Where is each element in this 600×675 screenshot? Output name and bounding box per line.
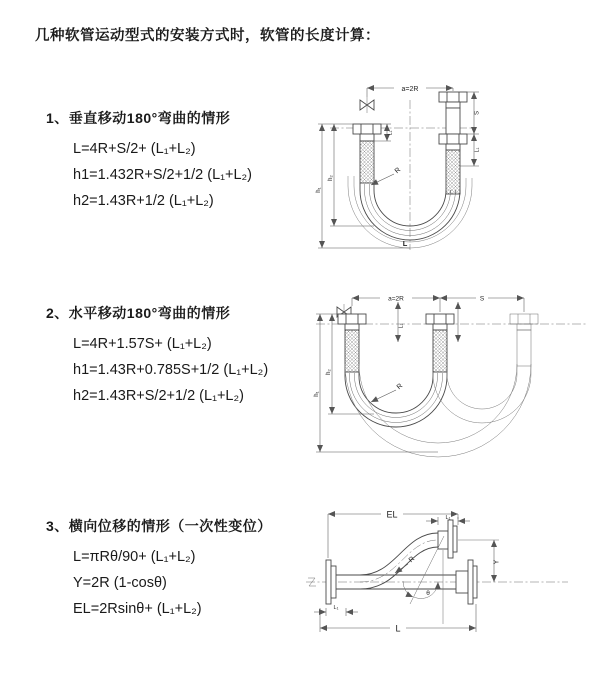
dimension-s — [440, 294, 524, 313]
dim-l-label: L — [395, 623, 401, 634]
left-braided-section — [360, 141, 374, 183]
section-3-heading: 3、横向位移的情形（一次性变位） — [46, 518, 272, 534]
dimension-l — [320, 604, 476, 634]
section-2-formula-h2: h2=1.43R+S/2+1/2 (L₁+L₂) — [73, 388, 244, 404]
dimension-s — [467, 92, 481, 134]
radius-label: R — [393, 166, 403, 176]
dimension-h1 — [314, 314, 438, 452]
dim-h1-label: h₁ — [316, 187, 322, 193]
angle-theta-label: θ — [426, 590, 430, 597]
dim-l1-bottom-label: L₁ — [333, 605, 339, 611]
radius-leader — [395, 556, 416, 573]
middle-hose-fitting — [426, 314, 454, 330]
dim-l1-left-label: L₁ — [387, 130, 394, 136]
dimension-a-2r — [352, 294, 440, 313]
hose-s-curve — [360, 533, 438, 589]
dim-h2-label: h₂ — [326, 369, 332, 375]
dim-l1-right-label: L₁ — [474, 147, 481, 153]
section-3-formula-L: L=πRθ/90+ (L₁+L₂) — [73, 549, 196, 565]
section-1-formula-h2: h2=1.43R+1/2 (L₁+L₂) — [73, 193, 214, 209]
section-3 — [46, 516, 308, 622]
diagram-horizontal-180-bend — [310, 286, 598, 458]
section-3-formula-Y: Y=2R (1-cosθ) — [73, 575, 167, 591]
section-1 — [46, 108, 308, 214]
length-label: L — [402, 239, 408, 248]
section-2-formula-L: L=4R+1.57S+ (L₁+L₂) — [73, 336, 212, 352]
dim-y-label: Y — [493, 559, 501, 565]
left-hose-fitting — [338, 314, 366, 330]
displaced-flange — [438, 520, 457, 558]
left-braided-section — [345, 330, 359, 372]
dim-l1-label: L₁ — [398, 323, 405, 329]
section-3-formula-EL: EL=2Rsinθ+ (L₁+L₂) — [73, 601, 202, 617]
right-hose-fitting — [439, 92, 467, 150]
section-2-heading: 2、水平移动180°弯曲的情形 — [46, 305, 231, 321]
dim-s-label: S — [474, 110, 481, 116]
right-braided-section — [446, 150, 460, 194]
valve-icon — [360, 97, 374, 113]
dim-s-label: S — [479, 295, 485, 303]
right-hose-fitting-displaced — [510, 314, 538, 366]
dim-a-2r-label: a=2R — [388, 295, 404, 303]
left-flange — [326, 560, 336, 604]
page-title: 几种软管运动型式的安装方式时，软管的长度计算： — [35, 28, 380, 44]
dim-a-2r-label: a=2R — [401, 86, 419, 93]
left-hose-fitting — [353, 124, 381, 141]
radius-leader — [371, 167, 402, 185]
section-1-formula-L: L=4R+S/2+ (L₁+L₂) — [73, 141, 196, 157]
section-1-heading: 1、垂直移动180°弯曲的情形 — [46, 110, 231, 126]
diagram-lateral-displacement — [298, 500, 600, 648]
radius-label: R — [407, 555, 417, 565]
dimension-l1-bottom — [314, 605, 358, 616]
middle-braided-section — [433, 330, 447, 372]
diagram-vertical-180-bend — [312, 78, 590, 253]
dim-h1-label: h₁ — [314, 391, 320, 397]
hose-u-bend — [345, 372, 447, 427]
section-2 — [46, 303, 308, 409]
dim-el-label: EL — [386, 509, 398, 520]
radius-label: R — [395, 382, 405, 392]
section-1-formula-h1: h1=1.432R+S/2+1/2 (L₁+L₂) — [73, 167, 253, 183]
section-2-formula-h1: h1=1.43R+0.785S+1/2 (L₁+L₂) — [73, 362, 269, 378]
dim-h2-label: h₂ — [328, 175, 334, 181]
dim-l1-top-label: L₁ — [445, 515, 451, 521]
radius-leader — [371, 383, 404, 402]
